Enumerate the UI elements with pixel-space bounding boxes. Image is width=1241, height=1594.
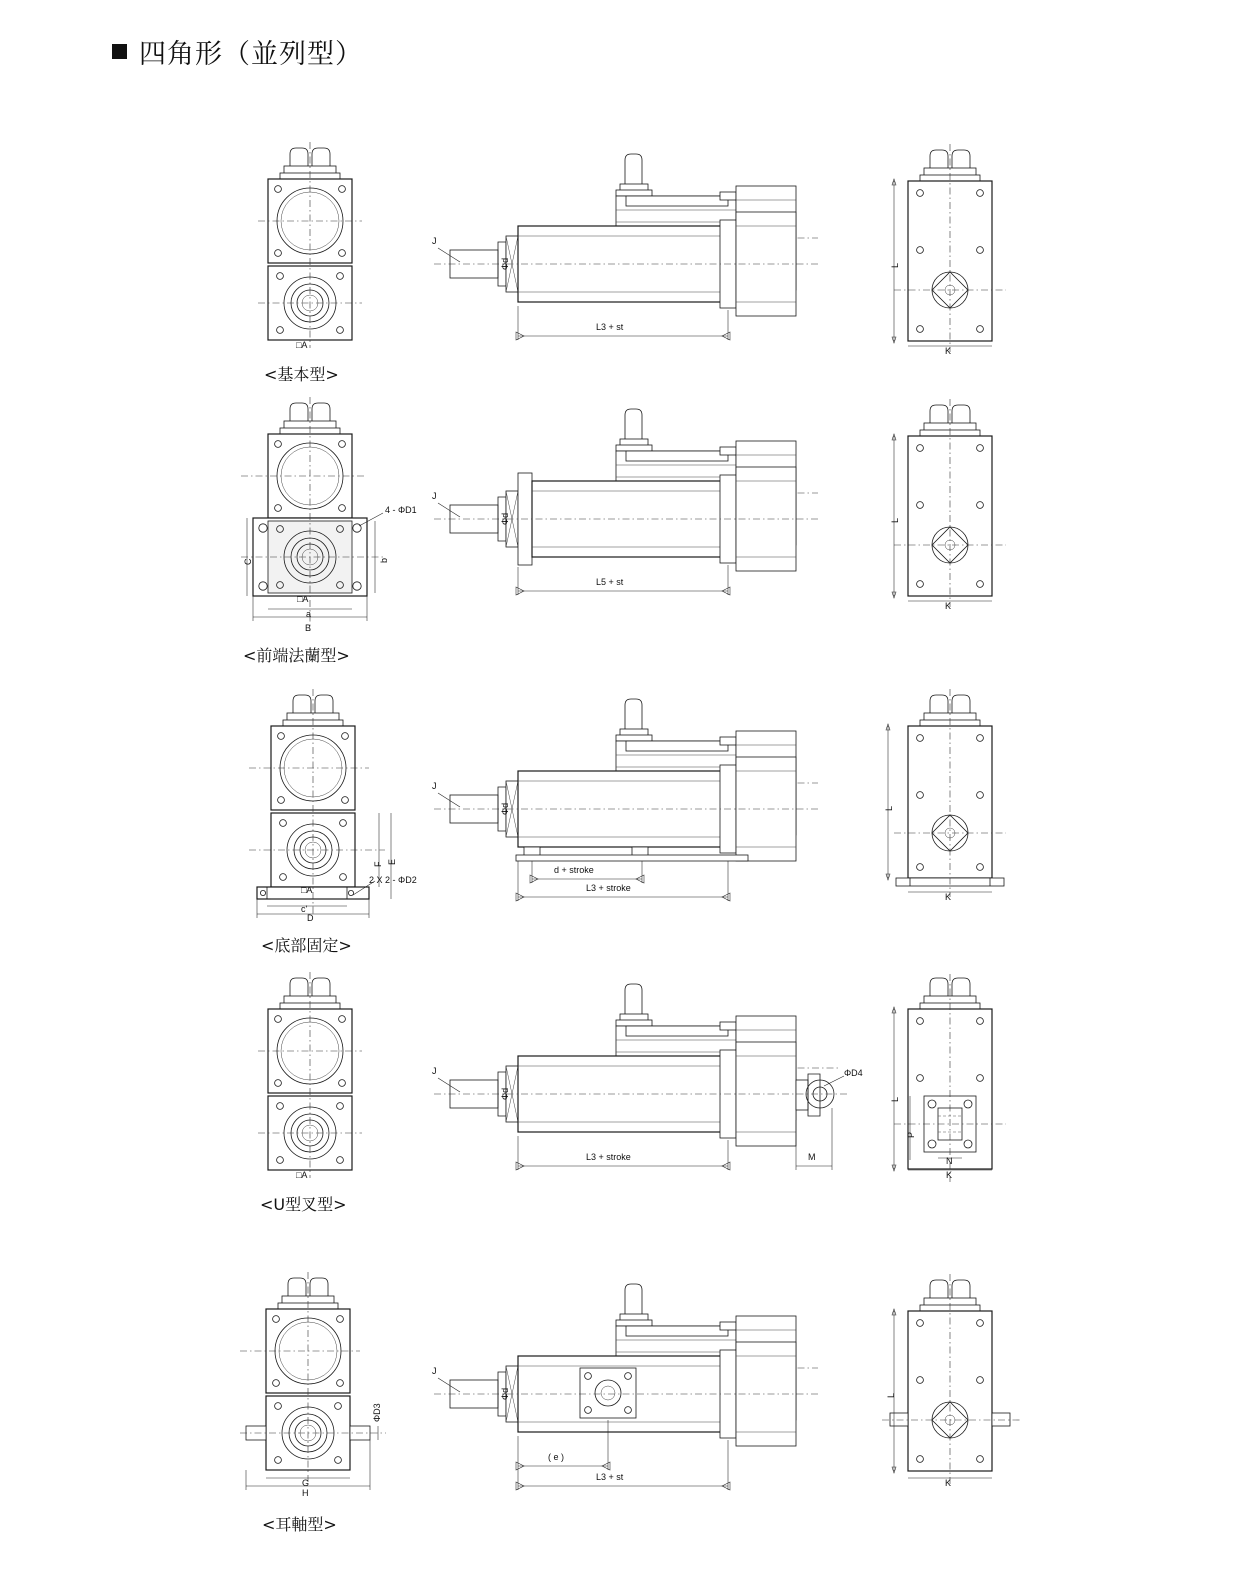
caption-basic: <基本型> bbox=[264, 365, 339, 384]
row-foot-mount bbox=[0, 685, 1241, 965]
rear-view-trunnion bbox=[880, 1270, 1080, 1490]
row-front-flange bbox=[0, 395, 1241, 680]
caption-trunnion: <耳軸型> bbox=[262, 1515, 337, 1534]
front-view-trunnion bbox=[240, 1270, 430, 1534]
caption-flange: <前端法蘭型> bbox=[243, 646, 350, 665]
page-header bbox=[112, 32, 363, 71]
dim-label-L: L bbox=[886, 1392, 896, 1398]
dim-label-G: G bbox=[302, 1478, 310, 1488]
dim-label-E: E bbox=[387, 858, 397, 865]
dim-label-L: L bbox=[890, 517, 900, 523]
label-J: J bbox=[432, 236, 437, 246]
dim-label-N: N bbox=[946, 1156, 953, 1166]
dim-label-D: D bbox=[307, 913, 314, 923]
page-title: 四角形（並列型） bbox=[139, 39, 363, 70]
dim-label-A: □A bbox=[301, 885, 313, 895]
label-J: J bbox=[432, 491, 437, 501]
dim-label-b: b bbox=[379, 557, 389, 563]
row-basic bbox=[0, 140, 1241, 390]
dim-label-K: K bbox=[945, 892, 952, 902]
dim-label-A: □A bbox=[296, 1170, 308, 1180]
side-view-foot bbox=[420, 685, 830, 915]
dim-label-P: P bbox=[906, 1131, 916, 1138]
caption-foot: <底部固定> bbox=[261, 936, 352, 955]
side-view-flange bbox=[420, 395, 830, 615]
row-clevis bbox=[0, 970, 1241, 1230]
dim-label-M: M bbox=[808, 1152, 816, 1162]
label-J: J bbox=[432, 781, 437, 791]
dim-label-H: H bbox=[302, 1488, 309, 1498]
row-trunnion bbox=[0, 1270, 1241, 1570]
side-view-trunnion bbox=[420, 1270, 830, 1520]
side-view-basic bbox=[420, 140, 830, 360]
dim-label-L3-stroke: L3 + stroke bbox=[586, 883, 631, 893]
caption-clevis: <U型叉型> bbox=[260, 1195, 347, 1214]
rear-view-clevis bbox=[880, 970, 1070, 1185]
dim-label-K: K bbox=[945, 346, 952, 356]
rear-view-foot bbox=[880, 685, 1070, 900]
square-bullet-icon bbox=[112, 44, 127, 59]
dim-label-L3-st: L3 + st bbox=[596, 1472, 624, 1482]
dim-label-A: □A bbox=[297, 594, 309, 604]
side-view-clevis bbox=[420, 970, 863, 1195]
dim-label-C: C bbox=[243, 558, 253, 565]
front-view-basic bbox=[250, 140, 420, 384]
label-4-PhiD1: 4 - ΦD1 bbox=[385, 505, 417, 515]
dim-label-A: □A bbox=[296, 340, 308, 350]
dim-label-K: K bbox=[945, 1478, 952, 1488]
front-view-flange bbox=[235, 395, 435, 665]
dim-label-a: a bbox=[306, 609, 312, 619]
dim-label-F: F bbox=[373, 861, 383, 867]
dim-label-L: L bbox=[890, 1096, 900, 1102]
dim-label-d-stroke: d + stroke bbox=[554, 865, 594, 875]
label-Phi-d: Φd bbox=[500, 1387, 510, 1400]
label-Phi-d: Φd bbox=[500, 512, 510, 525]
dim-label-L3-stroke: L3 + stroke bbox=[586, 1152, 631, 1162]
label-Phi-d: Φd bbox=[500, 257, 510, 270]
label-J: J bbox=[432, 1366, 437, 1376]
label-Phi-d: Φd bbox=[500, 802, 510, 815]
dim-label-K: K bbox=[945, 601, 952, 611]
label-2x2-PhiD2: 2 X 2 - ΦD2 bbox=[369, 875, 417, 885]
label-Phi-d: Φd bbox=[500, 1087, 510, 1100]
label-J: J bbox=[432, 1066, 437, 1076]
label-PhiD4: ΦD4 bbox=[844, 1068, 863, 1078]
dim-label-K: K bbox=[946, 1170, 953, 1180]
rear-view-flange bbox=[880, 395, 1070, 610]
rear-view-basic bbox=[880, 140, 1070, 355]
dim-label-L: L bbox=[890, 262, 900, 268]
dim-label-L5-st: L5 + st bbox=[596, 577, 624, 587]
front-view-foot bbox=[245, 685, 445, 955]
dim-label-L3-st: L3 + st bbox=[596, 322, 624, 332]
front-view-clevis bbox=[250, 970, 420, 1214]
dim-label-c-prime: c' bbox=[301, 904, 308, 914]
dim-label-L: L bbox=[884, 805, 894, 811]
dim-label-e: ( e ) bbox=[548, 1452, 565, 1462]
dim-label-B: B bbox=[305, 623, 312, 633]
label-PhiD3: ΦD3 bbox=[372, 1403, 382, 1422]
